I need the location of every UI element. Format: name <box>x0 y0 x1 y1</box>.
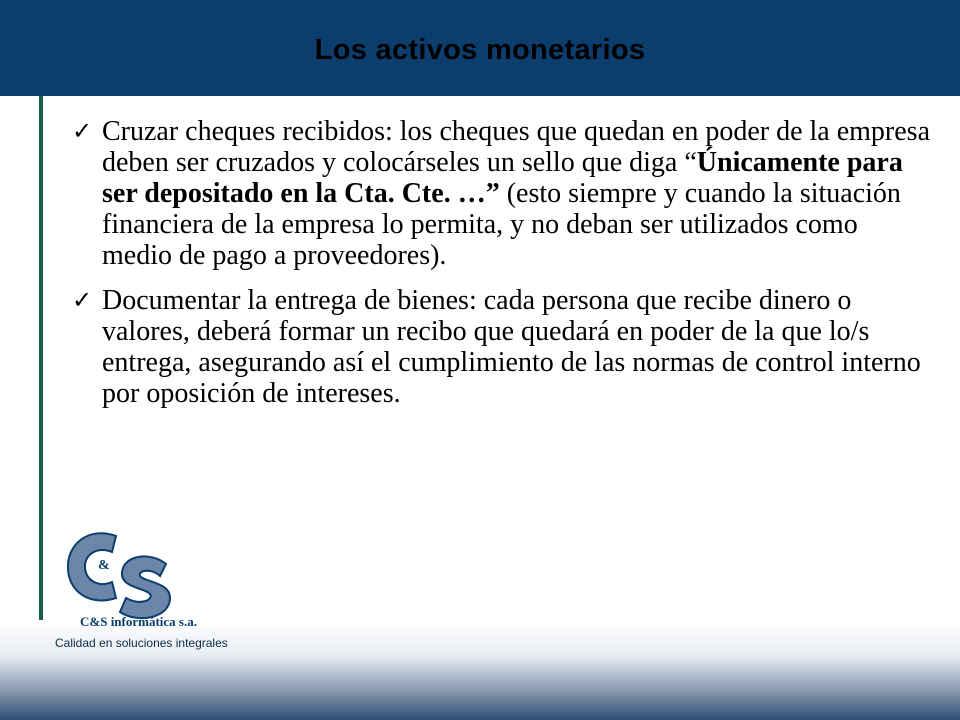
checkmark-icon: ✓ <box>72 117 93 145</box>
company-logo <box>54 522 224 652</box>
bullet-text-2 <box>102 285 932 409</box>
title-bar <box>0 0 960 96</box>
logo-company-name: C&S informática s.a. <box>80 614 197 629</box>
svg-text:&: & <box>98 558 110 573</box>
bullet-list <box>72 116 932 423</box>
checkmark-icon: ✓ <box>72 286 93 314</box>
bullet-item-2 <box>72 285 932 409</box>
bullet-item-1 <box>72 116 932 271</box>
bullet-text-1 <box>102 116 932 271</box>
bullet-text-2-lead: Documentar la entrega de bienes: cada persona que recibe dinero o valores, deberá formar un recibo que quedará en poder de la que lo/s entrega, asegurando así el cumplimiento de las normas de control interno por oposición de intereses. <box>102 285 921 409</box>
slide-title: Los activos monetarios <box>314 34 646 66</box>
bullet-text-1-tail: (esto siempre y cuando la situación financiera de la empresa lo permita, y no deban ser utilizados como medio de pago a proveedores). <box>102 178 901 271</box>
logo-tagline: Calidad en soluciones integrales <box>55 636 228 650</box>
bullet-text-1-bold: Únicamente para ser depositado en la Cta. Cte. …” <box>102 147 903 209</box>
bullet-text-1-lead: Cruzar cheques recibidos: los cheques que quedan en poder de la empresa deben ser cruzados y colocárseles un sello que diga “ <box>102 116 931 178</box>
